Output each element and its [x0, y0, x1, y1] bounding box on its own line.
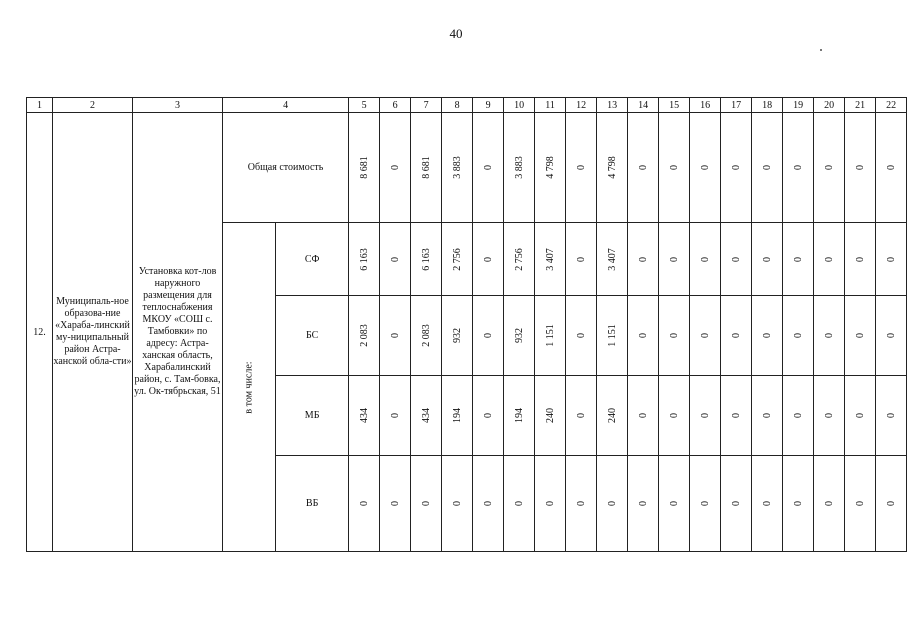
value: 0 — [482, 501, 494, 506]
value-cell — [473, 456, 504, 552]
value: 0 — [637, 165, 649, 170]
value: 0 — [575, 256, 587, 262]
value: 0 — [699, 165, 711, 170]
budget-table — [26, 97, 907, 552]
value: 434 — [420, 408, 432, 423]
value-cell — [783, 376, 814, 456]
value: 0 — [637, 256, 649, 262]
col-header: 19 — [783, 98, 814, 113]
value: 0 — [823, 165, 835, 170]
value: 0 — [699, 413, 711, 418]
value-cell — [845, 456, 876, 552]
value-cell — [411, 223, 442, 296]
value: 0 — [544, 501, 556, 506]
value-cell — [504, 113, 535, 223]
value-cell — [876, 223, 907, 296]
value-cell — [690, 296, 721, 376]
value: 4 798 — [544, 156, 556, 179]
value: 0 — [792, 256, 804, 262]
value: 0 — [792, 413, 804, 418]
header-row — [27, 98, 907, 113]
value-cell — [349, 456, 380, 552]
col-header: 10 — [504, 98, 535, 113]
value: 0 — [854, 333, 866, 338]
value-cell — [380, 296, 411, 376]
value: 8 681 — [420, 156, 432, 179]
value: 0 — [885, 165, 897, 170]
value: 0 — [575, 413, 587, 418]
value-cell — [814, 456, 845, 552]
value: 0 — [854, 413, 866, 418]
value: 0 — [575, 165, 587, 170]
value: 0 — [885, 256, 897, 262]
col-header: 12 — [566, 98, 597, 113]
value-cell — [690, 376, 721, 456]
sub-label: СФ — [276, 223, 349, 296]
value: 0 — [389, 165, 401, 170]
value: 0 — [389, 256, 401, 262]
value: 8 681 — [358, 156, 370, 179]
value-cell — [380, 456, 411, 552]
value: 3 407 — [606, 247, 618, 271]
value-cell — [876, 113, 907, 223]
value-cell — [504, 376, 535, 456]
value-cell — [566, 296, 597, 376]
value: 6 163 — [420, 247, 432, 271]
value-cell — [349, 376, 380, 456]
value: 0 — [699, 333, 711, 338]
col-header: 8 — [442, 98, 473, 113]
col-header: 17 — [721, 98, 752, 113]
value: 0 — [854, 501, 866, 506]
value-cell — [504, 223, 535, 296]
value: 0 — [761, 256, 773, 262]
value-cell — [442, 223, 473, 296]
value-cell — [442, 456, 473, 552]
value: 0 — [420, 501, 432, 506]
value: 0 — [761, 333, 773, 338]
value-cell — [628, 113, 659, 223]
value-cell — [814, 223, 845, 296]
value: 0 — [885, 413, 897, 418]
value-cell — [411, 113, 442, 223]
value-cell — [628, 376, 659, 456]
value-cell — [535, 223, 566, 296]
value: 0 — [854, 165, 866, 170]
value-cell — [504, 296, 535, 376]
value: 6 163 — [358, 247, 370, 271]
value: 932 — [513, 328, 525, 343]
value: 0 — [575, 501, 587, 506]
value: 0 — [730, 256, 742, 262]
value-cell — [783, 296, 814, 376]
value-cell — [535, 296, 566, 376]
value-cell — [659, 223, 690, 296]
value-cell — [876, 376, 907, 456]
value: 0 — [668, 413, 680, 418]
col-header: 18 — [752, 98, 783, 113]
value: 3 883 — [451, 156, 463, 179]
col-header: 16 — [690, 98, 721, 113]
col-header: 1 — [27, 98, 53, 113]
col-header: 2 — [53, 98, 133, 113]
value-cell — [442, 376, 473, 456]
value-cell — [473, 113, 504, 223]
value-cell — [752, 296, 783, 376]
value-cell — [783, 113, 814, 223]
value-cell — [876, 296, 907, 376]
value: 194 — [451, 408, 463, 423]
municipality-cell: Муниципаль-ное образова-ние «Хараба-линский му-ниципальный район Астра-ханской обла-сти» — [53, 113, 133, 552]
col-header: 3 — [133, 98, 223, 113]
col-header: 15 — [659, 98, 690, 113]
sub-label: БС — [276, 296, 349, 376]
value: 0 — [730, 501, 742, 506]
value-cell — [721, 456, 752, 552]
value: 0 — [730, 165, 742, 170]
value-cell — [411, 456, 442, 552]
value: 0 — [513, 501, 525, 506]
value: 0 — [451, 501, 463, 506]
value: 0 — [482, 256, 494, 262]
value-cell — [566, 223, 597, 296]
value-cell — [783, 223, 814, 296]
value-cell — [814, 113, 845, 223]
value: 0 — [823, 256, 835, 262]
value-cell — [659, 456, 690, 552]
value-cell — [690, 113, 721, 223]
value: 0 — [482, 413, 494, 418]
value: 1 151 — [544, 324, 556, 347]
value-cell — [628, 456, 659, 552]
value: 1 151 — [606, 324, 618, 347]
value: 2 756 — [513, 247, 525, 271]
value: 0 — [699, 501, 711, 506]
value: 0 — [668, 165, 680, 170]
value: 0 — [575, 333, 587, 338]
value-cell — [535, 376, 566, 456]
value: 240 — [606, 408, 618, 423]
value: 0 — [699, 256, 711, 262]
value-cell — [690, 223, 721, 296]
value-cell — [442, 113, 473, 223]
value: 0 — [668, 256, 680, 262]
value-cell — [876, 456, 907, 552]
value-cell — [845, 113, 876, 223]
project-cell: Установка кот-лов наружного размещения для теплоснабжения МКОУ «СОШ с. Тамбовки» по адресу: Астра-ханская область, Харабалинский район, с. Там-бовка, ул. Ок-тябрьская, 51 — [133, 113, 223, 552]
value-cell — [473, 296, 504, 376]
value-cell — [535, 456, 566, 552]
value: 0 — [761, 501, 773, 506]
col-header: 9 — [473, 98, 504, 113]
col-header: 5 — [349, 98, 380, 113]
value-cell — [783, 456, 814, 552]
value-cell — [721, 223, 752, 296]
value: 932 — [451, 328, 463, 343]
value-cell — [566, 113, 597, 223]
value: 0 — [792, 333, 804, 338]
value-cell — [659, 296, 690, 376]
value-cell — [597, 456, 628, 552]
value: 2 083 — [358, 324, 370, 347]
value-cell — [566, 456, 597, 552]
value: 0 — [668, 333, 680, 338]
value: 0 — [668, 501, 680, 506]
value-cell — [690, 456, 721, 552]
page-number: 40 — [449, 26, 463, 41]
col-header: 7 — [411, 98, 442, 113]
value: 0 — [792, 501, 804, 506]
value-cell — [597, 113, 628, 223]
value-cell — [845, 296, 876, 376]
value-cell — [814, 296, 845, 376]
value-cell — [473, 376, 504, 456]
value-cell — [721, 113, 752, 223]
value: 0 — [730, 413, 742, 418]
value: 0 — [482, 333, 494, 338]
value: 0 — [823, 413, 835, 418]
value-cell — [473, 223, 504, 296]
value-cell — [752, 376, 783, 456]
value-cell — [752, 456, 783, 552]
col-header: 13 — [597, 98, 628, 113]
value-cell — [597, 376, 628, 456]
value-cell — [628, 223, 659, 296]
value-cell — [442, 296, 473, 376]
value: 240 — [544, 408, 556, 423]
value-cell — [752, 113, 783, 223]
value: 0 — [358, 501, 370, 506]
value: 2 083 — [420, 324, 432, 347]
value-cell — [814, 376, 845, 456]
value: 0 — [730, 333, 742, 338]
value-cell — [535, 113, 566, 223]
col-header: 21 — [845, 98, 876, 113]
value-cell — [380, 113, 411, 223]
value: 0 — [389, 413, 401, 418]
value: 0 — [823, 333, 835, 338]
value: 0 — [389, 333, 401, 338]
value-cell — [845, 376, 876, 456]
value: 4 798 — [606, 156, 618, 179]
value: 2 756 — [451, 247, 463, 271]
value-cell — [349, 296, 380, 376]
value: 0 — [823, 501, 835, 506]
col-header: 20 — [814, 98, 845, 113]
value-cell — [380, 376, 411, 456]
total-label: Общая стоимость — [223, 113, 349, 223]
value: 3 883 — [513, 156, 525, 179]
value: 0 — [482, 165, 494, 170]
value-cell — [349, 223, 380, 296]
including-cell — [223, 223, 276, 552]
value: 0 — [389, 501, 401, 506]
value: 0 — [637, 501, 649, 506]
value: 0 — [637, 413, 649, 418]
value-cell — [721, 376, 752, 456]
value: 0 — [854, 256, 866, 262]
row-number: 12. — [27, 113, 53, 552]
value-cell — [349, 113, 380, 223]
total-row — [27, 113, 907, 223]
col-header: 4 — [223, 98, 349, 113]
col-header: 22 — [876, 98, 907, 113]
sub-label: ВБ — [276, 456, 349, 552]
value-cell — [721, 296, 752, 376]
speck — [820, 49, 822, 51]
value: 0 — [761, 413, 773, 418]
value: 0 — [637, 333, 649, 338]
value: 0 — [606, 501, 618, 506]
value-cell — [628, 296, 659, 376]
value-cell — [597, 296, 628, 376]
value-cell — [566, 376, 597, 456]
col-header: 6 — [380, 98, 411, 113]
col-header: 14 — [628, 98, 659, 113]
col-header: 11 — [535, 98, 566, 113]
value-cell — [597, 223, 628, 296]
including-label: в том числе: — [243, 360, 255, 414]
value: 0 — [761, 165, 773, 170]
value: 0 — [792, 165, 804, 170]
value-cell — [752, 223, 783, 296]
value: 0 — [885, 501, 897, 506]
sub-label: МБ — [276, 376, 349, 456]
value-cell — [380, 223, 411, 296]
value-cell — [845, 223, 876, 296]
value-cell — [504, 456, 535, 552]
value-cell — [659, 113, 690, 223]
value: 3 407 — [544, 247, 556, 271]
value: 0 — [885, 333, 897, 338]
value-cell — [411, 296, 442, 376]
value-cell — [659, 376, 690, 456]
value-cell — [411, 376, 442, 456]
value: 194 — [513, 408, 525, 423]
value: 434 — [358, 408, 370, 423]
